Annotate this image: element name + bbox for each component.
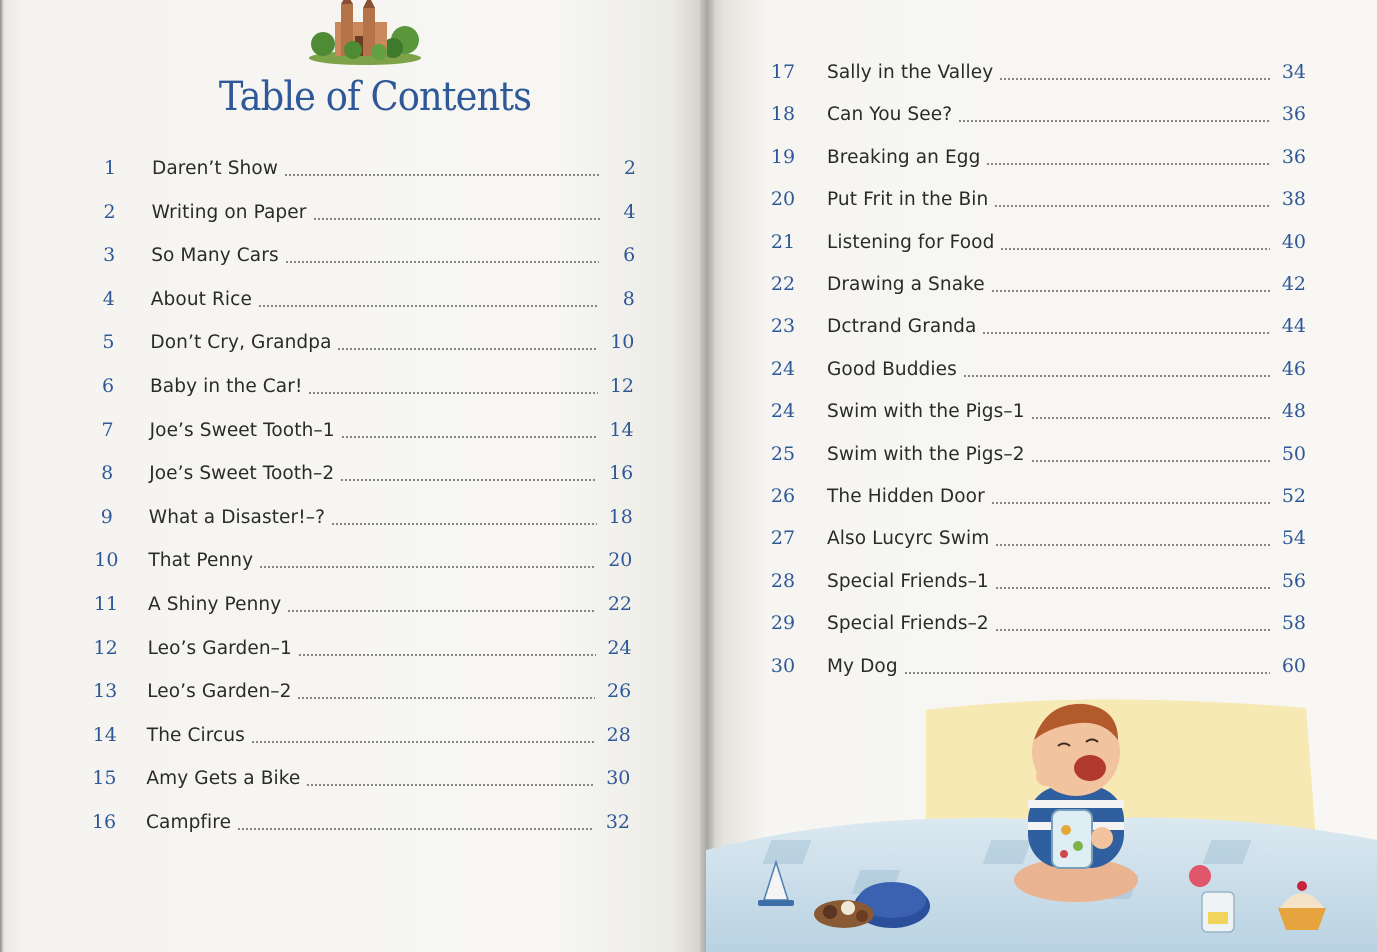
toc-entry-leader-dots xyxy=(341,436,598,438)
toc-entry-number: 1 xyxy=(103,157,117,179)
toc-entry-title: Special Friends–1 xyxy=(827,570,989,592)
toc-entry-number: 21 xyxy=(770,230,796,253)
toc-entry-page-number: 36 xyxy=(1281,103,1306,126)
toc-entry-leader-dots xyxy=(258,305,599,307)
toc-entry-number: 11 xyxy=(93,593,119,615)
toc-entry-leader-dots xyxy=(995,629,1270,631)
toc-entry-page-number: 24 xyxy=(607,636,632,659)
toc-entry-title: Special Friends–2 xyxy=(827,613,989,635)
toc-entry-leader-dots xyxy=(259,566,596,568)
toc-entry[interactable] xyxy=(0,635,650,665)
toc-entry-title: Amy Gets a Bike xyxy=(146,768,301,790)
toc-entry[interactable] xyxy=(0,242,650,272)
toc-entry-page-number: 54 xyxy=(1281,527,1306,550)
toc-entry-title: Don’t Cry, Grandpa xyxy=(150,332,332,354)
toc-entry-title: Can You See? xyxy=(827,104,953,126)
toc-entry-page-number: 2 xyxy=(623,157,636,179)
toc-entry[interactable] xyxy=(0,286,650,316)
toc-entry-page-number: 46 xyxy=(1281,357,1306,380)
toc-entry-leader-dots xyxy=(308,392,598,394)
toc-entry[interactable] xyxy=(706,229,1336,259)
toc-entry[interactable] xyxy=(0,809,650,839)
toc-entry-title: Daren’t Show xyxy=(152,158,279,179)
toc-entry-page-number: 16 xyxy=(609,462,634,485)
toc-entry-number: 8 xyxy=(101,462,114,485)
toc-entry-leader-dots xyxy=(1031,460,1270,462)
toc-entry-number: 27 xyxy=(770,527,796,550)
toc-entry-number: 2 xyxy=(103,200,116,223)
toc-entry-leader-dots xyxy=(340,479,597,481)
toc-entry-number: 16 xyxy=(91,811,117,833)
toc-entry-number: 18 xyxy=(770,103,796,126)
toc-entry-page-number: 58 xyxy=(1281,612,1306,635)
toc-entry-title: Sally in the Valley xyxy=(827,62,994,83)
toc-entry-page-number: 10 xyxy=(610,331,635,354)
toc-entry[interactable] xyxy=(706,398,1336,428)
toc-entry-number: 24 xyxy=(770,400,796,423)
page-title: Table of Contents xyxy=(218,74,532,120)
toc-entry-page-number: 12 xyxy=(609,375,634,397)
toc-entry-page-number: 40 xyxy=(1281,230,1306,253)
toc-entry[interactable] xyxy=(0,765,650,795)
toc-entry-leader-dots xyxy=(297,697,595,699)
toc-entry-leader-dots xyxy=(963,375,1270,377)
toc-entry[interactable] xyxy=(0,504,650,534)
toc-entry-page-number: 34 xyxy=(1281,61,1306,83)
toc-entry[interactable] xyxy=(706,441,1336,471)
toc-entry-title: Put Frit in the Bin xyxy=(827,189,989,211)
toc-entry-page-number: 56 xyxy=(1281,569,1306,592)
toc-entry-title: Baby in the Car! xyxy=(150,376,303,397)
toc-entry-number: 12 xyxy=(93,636,118,659)
toc-entry-number: 22 xyxy=(770,273,796,295)
toc-entry-leader-dots xyxy=(251,741,595,743)
toc-entry-title: That Penny xyxy=(148,550,254,572)
toc-entry-title: Swim with the Pigs–2 xyxy=(827,443,1025,465)
boy-with-candy-jar-illustration xyxy=(706,690,1377,952)
toc-entry-leader-dots xyxy=(995,544,1270,546)
toc-entry[interactable] xyxy=(0,199,650,229)
toc-entry-title: Breaking an Egg xyxy=(827,146,981,168)
toc-entry[interactable] xyxy=(0,329,650,359)
toc-entry-number: 13 xyxy=(93,680,118,703)
toc-entry[interactable] xyxy=(706,59,1336,89)
toc-entry-page-number: 36 xyxy=(1281,145,1306,168)
toc-entry-title: Leo’s Garden–2 xyxy=(147,681,292,703)
toc-entry[interactable] xyxy=(706,525,1336,555)
toc-entry-leader-dots xyxy=(306,784,594,786)
toc-entry-page-number: 38 xyxy=(1281,188,1306,211)
toc-entry-leader-dots xyxy=(313,218,600,220)
toc-entry-page-number: 14 xyxy=(609,418,634,441)
toc-entry-title: Also Lucyrc Swim xyxy=(827,528,990,550)
toc-entry-title: What a Disaster!–? xyxy=(148,506,326,528)
toc-entry[interactable] xyxy=(706,271,1336,301)
toc-entry-number: 10 xyxy=(94,549,119,572)
toc-entry-number: 25 xyxy=(770,442,796,465)
toc-entry-title: The Circus xyxy=(146,724,245,746)
toc-entry[interactable] xyxy=(0,155,650,185)
toc-entry-number: 7 xyxy=(101,418,114,441)
toc-entry-title: Drawing a Snake xyxy=(827,274,985,295)
toc-entry-page-number: 30 xyxy=(606,767,631,790)
toc-entry-leader-dots xyxy=(991,290,1270,292)
toc-entry-number: 15 xyxy=(92,767,117,790)
toc-entry-page-number: 26 xyxy=(607,680,632,703)
toc-entry[interactable] xyxy=(706,144,1336,174)
toc-entry-leader-dots xyxy=(287,610,596,612)
toc-entry-title: Swim with the Pigs–1 xyxy=(827,401,1025,423)
toc-entry-page-number: 44 xyxy=(1281,315,1306,338)
toc-entry-page-number: 50 xyxy=(1281,442,1306,465)
toc-entry-page-number: 22 xyxy=(607,593,632,615)
toc-entry-page-number: 6 xyxy=(623,244,636,267)
toc-entry-title: Good Buddies xyxy=(827,358,957,380)
toc-entry[interactable] xyxy=(0,373,650,403)
toc-entry[interactable] xyxy=(0,591,650,621)
toc-entry-number: 28 xyxy=(770,569,796,592)
toc-entry-title: Listening for Food xyxy=(827,231,995,253)
toc-entry-number: 24 xyxy=(770,357,796,380)
toc-entry[interactable] xyxy=(706,610,1336,640)
toc-entry-number: 29 xyxy=(770,612,796,635)
toc-entry[interactable] xyxy=(706,653,1336,683)
toc-entry-leader-dots xyxy=(982,332,1270,334)
toc-entry-title: Joe’s Sweet Tooth–2 xyxy=(149,463,335,485)
toc-entry-number: 20 xyxy=(770,188,796,211)
toc-entry[interactable] xyxy=(706,356,1336,386)
toc-entry-number: 17 xyxy=(770,61,796,83)
toc-entry[interactable] xyxy=(706,313,1336,343)
toc-entry-number: 4 xyxy=(102,287,115,310)
toc-entry-number: 14 xyxy=(92,723,117,746)
toc-entry-leader-dots xyxy=(991,502,1270,504)
toc-entry-leader-dots xyxy=(994,205,1270,207)
toc-entry[interactable] xyxy=(706,483,1336,513)
toc-entry-page-number: 48 xyxy=(1281,400,1306,423)
toc-entry-leader-dots xyxy=(1031,417,1270,419)
toc-entry-number: 3 xyxy=(103,244,116,267)
toc-entry-page-number: 52 xyxy=(1281,485,1306,507)
toc-entry-title: The Hidden Door xyxy=(827,486,985,507)
toc-entry-page-number: 8 xyxy=(622,287,635,310)
toc-entry-title: My Dog xyxy=(827,655,898,677)
toc-entry-title: A Shiny Penny xyxy=(148,594,282,615)
toc-entry-leader-dots xyxy=(995,587,1270,589)
toc-entry-leader-dots xyxy=(999,78,1270,80)
toc-entry-title: Joe’s Sweet Tooth–1 xyxy=(149,419,335,441)
toc-entry-number: 23 xyxy=(770,315,796,338)
toc-entry-leader-dots xyxy=(986,163,1270,165)
toc-entry-number: 5 xyxy=(102,331,115,354)
toc-entry-leader-dots xyxy=(284,174,600,176)
toc-entry-title: Writing on Paper xyxy=(151,201,307,223)
toc-entry-page-number: 32 xyxy=(605,811,630,833)
toc-entry[interactable] xyxy=(706,101,1336,131)
toc-entry-number: 6 xyxy=(101,375,115,397)
toc-entry-leader-dots xyxy=(958,120,1270,122)
toc-entry-leader-dots xyxy=(337,348,598,350)
toc-entry[interactable] xyxy=(706,186,1336,216)
toc-entry-title: Leo’s Garden–1 xyxy=(147,637,292,659)
toc-entry-title: So Many Cars xyxy=(151,245,279,267)
toc-entry-leader-dots xyxy=(331,523,597,525)
toc-entry-leader-dots xyxy=(904,672,1270,674)
toc-entry-page-number: 4 xyxy=(623,200,636,223)
toc-entry[interactable] xyxy=(0,460,650,490)
toc-entry-page-number: 60 xyxy=(1281,654,1306,677)
toc-entry-title: Dctrand Granda xyxy=(827,316,977,338)
toc-entry[interactable] xyxy=(0,678,650,708)
castle-illustration xyxy=(305,0,425,66)
toc-entry-title: Campfire xyxy=(146,812,232,833)
toc-entry[interactable] xyxy=(0,722,650,752)
toc-entry-number: 26 xyxy=(770,485,796,507)
toc-entry-page-number: 18 xyxy=(608,505,633,528)
toc-entry[interactable] xyxy=(706,568,1336,598)
toc-entry-leader-dots xyxy=(298,654,596,656)
toc-entry-number: 19 xyxy=(770,145,796,168)
toc-entry-title: About Rice xyxy=(150,288,252,310)
toc-entry[interactable] xyxy=(0,417,650,447)
toc-entry-number: 30 xyxy=(770,654,796,677)
toc-entry-page-number: 28 xyxy=(606,723,631,746)
toc-entry-leader-dots xyxy=(237,828,594,830)
toc-entry-number: 9 xyxy=(100,505,113,528)
toc-entry-leader-dots xyxy=(285,261,599,263)
toc-entry[interactable] xyxy=(0,547,650,577)
toc-entry-page-number: 20 xyxy=(608,549,633,572)
toc-entry-leader-dots xyxy=(1000,248,1270,250)
toc-entry-page-number: 42 xyxy=(1281,273,1306,295)
